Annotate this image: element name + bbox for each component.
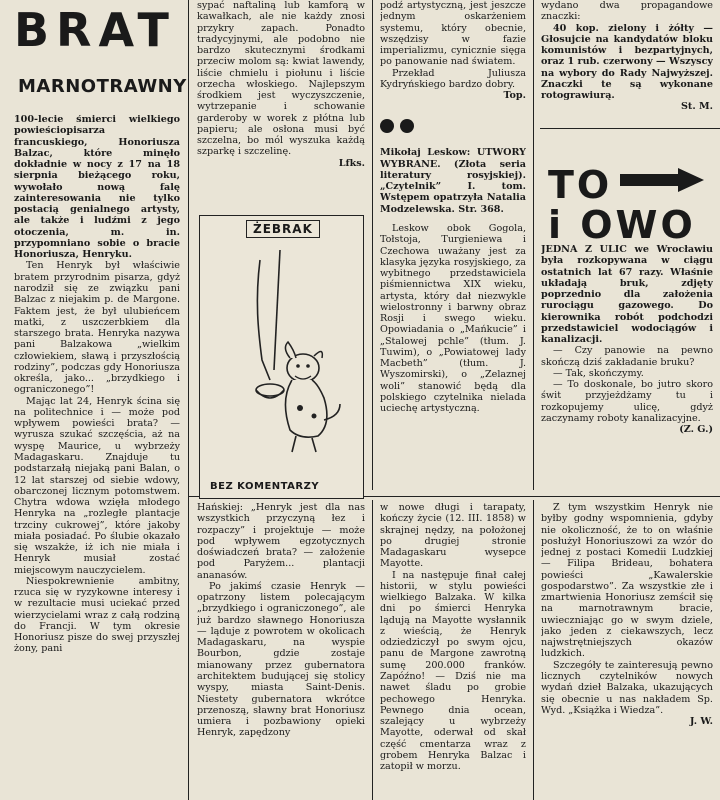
author-signature: J. W. (689, 716, 713, 728)
body-paragraph: Niespokrewnienie ambitny, rzuca się w ryzykowne interesy i w rezultacie musi uciekać przed wierzycielami wraz z całą rodziną do Francji. W tym okresie Honoriusz pisze do swej przyszłej żony, pani (14, 575, 180, 655)
body-paragraph: Ten Henryk był właściwie bratem przyrodnim pisarza, gdyż narodził się ze związku pani Balzac z niejakim p. de Margone. Faktem jest, że był ulubieńcem matki, z uszczerbkiem dla starszego brata. Henryka nazywa pani Balzakowa „wielkim człowiekiem, sławą i przyszłością rodziny”, podczas gdy Honoriusza określa, jako... „brzydkiego i ograniczonego”! (14, 260, 180, 396)
body-paragraph: Leskow obok Gogola, Tołstoja, Turgieniewa i Czechowa uważany jest za klasyka języka rosyjskiego, za wybitnego przedstawiciela piśmiennictwa XIX wieku, artysta, który dał niezwykle wielostronny i barwny obraz Rosji i swego wieku. Opowiadania o „Mańkucie” i „Stalowej pchle” (tłum. J. Tuwim), o „Powiatowej lady Macbeth” (tłum. J. Wyszomirski), o „Zelaznej woli” stanowić będą dla polskiego czytelnika nielada uciechę artystyczną. (380, 222, 526, 415)
author-signature: St. M. (681, 101, 713, 113)
body-paragraph: — Czy panowie na pewno skończą dziś zakładanie bruku? (541, 345, 713, 368)
column-rule (533, 0, 534, 490)
column-1 (14, 114, 180, 800)
column-2-top (197, 0, 365, 212)
body-paragraph: Przekład Juliusza Kydryńskiego bardzo dobry. (380, 67, 526, 90)
column-3-top (380, 0, 526, 490)
column-2-bottom (197, 502, 365, 800)
body-paragraph: Po jakimś czasie Henryk — opatrzony listem polecającym „brzydkiego i ograniczonego”, ale już bardzo sławnego Honoriusza — ląduje z powrotem w okolicach Madagaskaru, na wyspie Bourbon, gdzie zostaje mianowany przez gubernatora architektem budującej się stolicy wyspy, miasta Saint-Denis. Niestety gubernatora wkrótce przenoszą, sławny brat Honoriusz umiera i pozbawiony opieki Henryk, zapędzony (197, 580, 365, 739)
body-paragraph: Szczegóły te zainteresują pewno licznych czytelników nowych wydań dzieł Balzaka, ukazujących się obecnie u nas nakładem Sp. Wyd. „Książka i Wiedza”. (541, 659, 713, 716)
column-4-top (541, 0, 713, 126)
body-paragraph: — Tak, skończymy. (553, 367, 644, 379)
column-rule (533, 500, 534, 800)
column-rule (372, 0, 373, 490)
section-title-line-1: TO (548, 163, 613, 207)
article-subtitle: MARNOTRAWNY (18, 76, 187, 97)
lead-paragraph: 100-lecie śmierci wielkiego powieściopisarza francuskiego, Honoriusza Balzac, które minęło dokładnie w nocy z 17 na 18 sierpnia bieżącego roku, wywołało nową falę zainteresowania nie tylko postacią genialnego artysty, ale także i ludźmi z jego otoczenia, m. in. przypomniano sobie o bracie Honoriusza, Henryku. (14, 114, 180, 261)
body-paragraph: Mając lat 24, Henryk ścina się na politechnice i — może pod wpływem powieści brata? — wyrusza szukać szczęścia, aż na wyspę Maurice, u wybrzeży Madagaskaru. Znajduje tu podstarzałą niejaką pani Balan, o 12 lat starszej od siebie wdowy, obarczonej licznym potomstwem. Chytra wdowa wzięła młodego Henryka na „rozległe plantacje trzciny cukrowej”, które jakoby miała posiadać. Po ślubie okazało się wszakże, iż ich nie miała i Henryk musiał zostać miejscowym nauczycielem. (14, 395, 180, 576)
body-paragraph: — To doskonale, bo jutro skoro świt przyjeżdżamy tu i rozkopujemy ulicę, gdyż zaczynamy roboty kanalizacyjne. (541, 379, 713, 424)
body-paragraph: wydano dwa propagandowe znaczki: (541, 0, 713, 23)
pointing-hand-icon (618, 160, 708, 200)
section-divider (540, 128, 720, 129)
body-paragraph: w nowe długi i tarapaty, kończy życie (12. III. 1858) w skrajnej nędzy, na położonej po drugiej stronie Madagaskaru wysepce Mayotte. (380, 502, 526, 570)
bullet-dots-icon (380, 119, 526, 133)
body-paragraph: Z tym wszystkim Henryk nie byłby godny wspomnienia, gdyby nie okoliczność, że to on właśnie posłużył Honoriuszowi za wzór do jednej z postaci Komedii Ludzkiej — Filipa Brideau, bohatera powieści „Kawalerskie gospodarstwo”. Za wszystkie złe i zmartwienia Honoriusz zemścił się na marnotrawnym bracie, uwieczniając go w swym dziele, jako jeden z ciekawszych, lecz najwstrętniejszych okazów ludzkich. (541, 502, 713, 660)
author-signature: (Z. G.) (679, 424, 713, 436)
author-signature: Lfks. (338, 157, 365, 169)
body-paragraph: sypać naftaliną lub kamforą w kawałkach, ale nie każdy znosi przykry zapach. Ponadto tradycyjnymi, ale podobno nie bardzo skutecznymi środkami przeciw molom są: kwiat lawendy, liście chmielu i piołunu i liście orzecha włoskiego. Najlepszym środkiem jest wyczyszczenie, wytrzepanie i schowanie garderoby w worek z płótna lub papieru; ale osłona musi być szczelna, bo mól wyszuka każdą szparkę i szczelinę. (197, 0, 365, 158)
beggar-dog-drawing (200, 240, 360, 480)
column-rule (372, 500, 373, 800)
article-title: BRAT (14, 3, 176, 57)
section-title-line-2: i OWO (548, 203, 696, 247)
cartoon-illustration (199, 215, 364, 499)
body-paragraph: JEDNA Z ULIC we Wrocławiu była rozkopywana w ciągu ostatnich lat 67 razy. Właśnie układają bruk, zdjęty poprzednio dla założenia rurociągu gazowego. Do kierownika robót podchodzi przedstawiciel wodociągów i kanalizacji. (541, 244, 713, 346)
column-rule (188, 0, 189, 800)
author-signature: Top. (503, 90, 526, 102)
column-4-mid (541, 244, 713, 490)
column-4-bottom (541, 502, 713, 800)
body-paragraph: Hańskiej: „Henryk jest dla nas wszystkich przyczyną łez i rozpaczy” i projektuje — może pod wpływem egzotycznych doświadczeń brata? — założenie pod Paryżem... plantacji ananasów. (197, 502, 365, 581)
body-paragraph: I na następuje finał całej historii, w stylu powieści wielkiego Balzaka. W kilka dni po śmierci Henryka lądują na Mayotte wysłannik z wieścią, że Henryk odziedziczył po swym ojcu, panu de Margone zawrotną sumę 200.000 franków. Zapóźno! — Dziś nie ma nawet śladu po grobie pechowego Henryka. Pewnego dnia ocean, szalejący u wybrzeży Mayotte, oderwał od skał część cmentarza wraz z grobem Henryka Balzac i zatopił w morzu. (380, 569, 526, 773)
book-header: Mikołaj Leskow: UTWORY WYBRANE. (Złota seria literatury rosyjskiej). „Czytelnik” I. tom. Wstępem opatrzyła Natalia Modzelewska. Str. 368. (380, 147, 526, 215)
body-paragraph: podź artystyczną, jest jeszcze jednym oskarżeniem systemu, który obecnie, wszędzisy w fazie imperializmu, cynicznie sięga po panowanie nad światem. (380, 0, 526, 68)
body-paragraph: 40 kop. zielony i żółty — Głosujcie na kandydatów bloku komunistów i bezpartyjnych, oraz 1 rub. czerwony — Wszyscy na wybory do Rady Najwyższej. Znaczki te są wykonane rotograwiurą. (541, 22, 713, 102)
cartoon-caption: BEZ KOMENTARZY (210, 481, 320, 492)
column-3-bottom (380, 502, 526, 800)
cartoon-sign: ŻEBRAK (246, 220, 320, 238)
